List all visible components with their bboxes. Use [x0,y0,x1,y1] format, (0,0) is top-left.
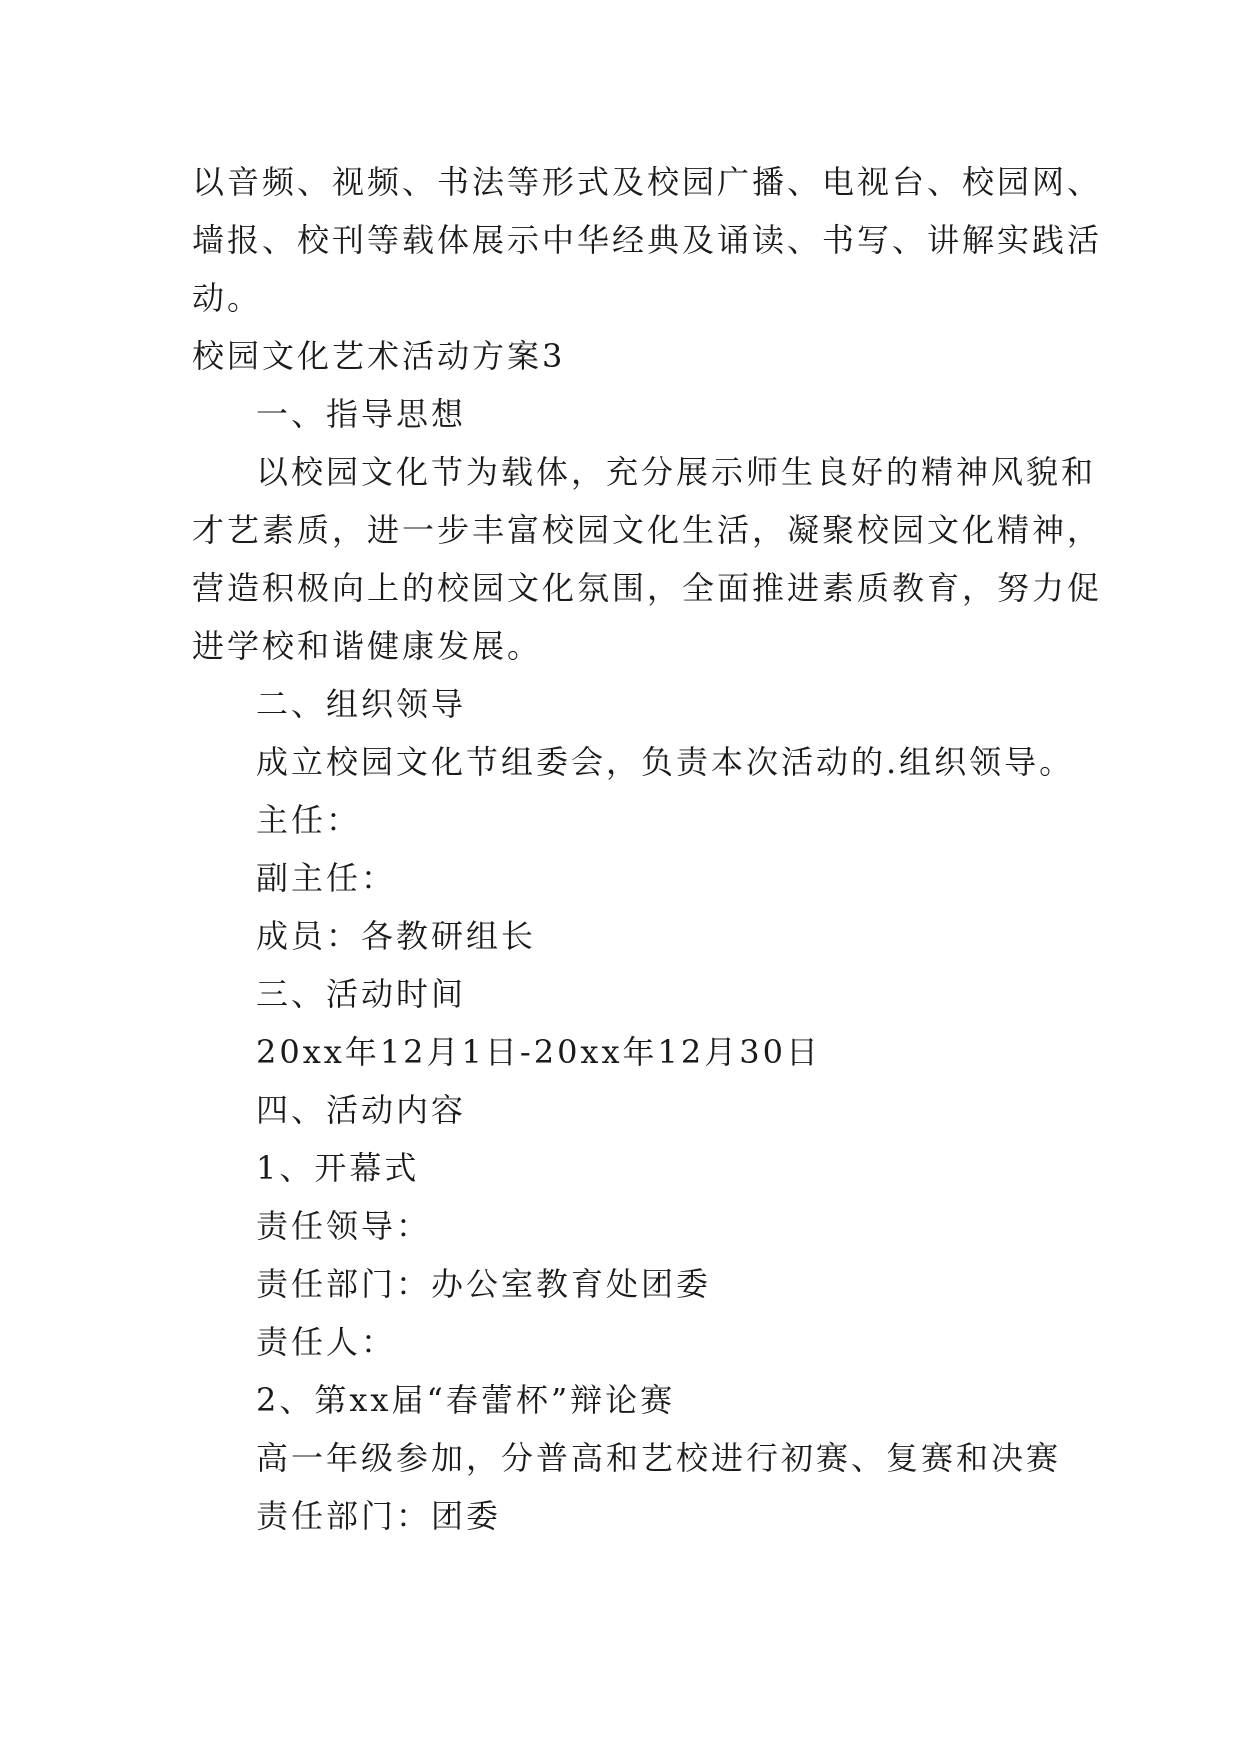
body-text-line: 20xx年12月1日-20xx年12月30日 [256,1033,821,1071]
body-text-line: 成立校园文化节组委会，负责本次活动的.组织领导。 [256,743,1075,781]
section-heading: 二、组织领导 [256,685,467,723]
section-heading: 三、活动时间 [256,975,467,1013]
body-text-line: 以校园文化节为载体，充分展示师生良好的精神风貌和 [256,453,1097,491]
section-heading: 一、指导思想 [256,395,467,433]
body-text-line: 责任领导： [256,1207,432,1245]
subsection-heading: 2、第xx届“春蕾杯”辩论赛 [256,1381,676,1419]
body-text-line: 副主任： [256,859,397,897]
body-text-line: 才艺素质，进一步丰富校园文化生活，凝聚校园文化精神， [192,511,1103,549]
body-text-line: 动。 [192,279,263,317]
section-title: 校园文化艺术活动方案3 [192,337,566,375]
body-text-line: 责任部门：团委 [256,1497,502,1535]
body-text-line: 高一年级参加，分普高和艺校进行初赛、复赛和决赛 [256,1439,1062,1477]
body-text-line: 主任： [256,801,362,839]
body-text-line: 以音频、视频、书法等形式及校园广播、电视台、校园网、 [192,163,1103,201]
body-text-line: 营造积极向上的校园文化氛围，全面推进素质教育，努力促 [192,569,1103,607]
subsection-heading: 1、开幕式 [256,1149,420,1187]
body-text-line: 进学校和谐健康发展。 [192,627,543,665]
body-text-line: 责任部门：办公室教育处团委 [256,1265,712,1303]
body-text-line: 墙报、校刊等载体展示中华经典及诵读、书写、讲解实践活 [192,221,1103,259]
body-text-line: 责任人： [256,1323,397,1361]
section-heading: 四、活动内容 [256,1091,467,1129]
body-text-line: 成员：各教研组长 [256,917,537,955]
